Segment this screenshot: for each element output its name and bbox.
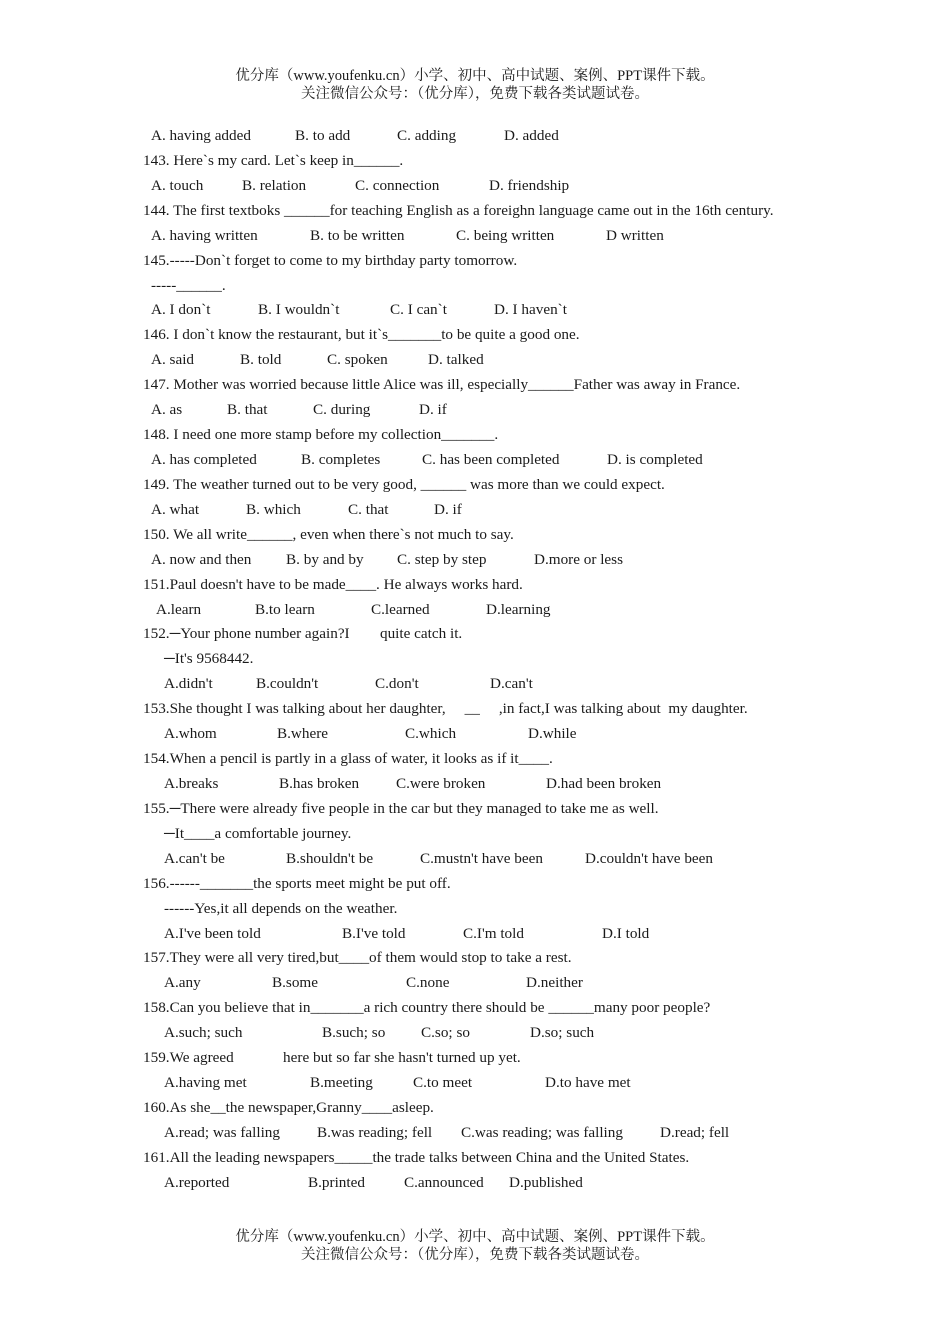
option-b: B.where — [277, 725, 329, 743]
option-d: D.read; fell — [660, 1123, 730, 1141]
option-a: A.read; was falling — [164, 1123, 280, 1141]
option-d: D. talked — [428, 351, 484, 369]
q161-stem: 161.All the leading newspapers_____the trade talks between China and the United States. — [143, 1148, 690, 1166]
q155-options — [143, 847, 807, 872]
option-a: A. touch — [151, 176, 204, 194]
option-d: D. added — [504, 127, 559, 144]
option-a: A.I've been told — [164, 924, 261, 942]
q156-reply: ------Yes,it all depends on the weather. — [164, 899, 398, 917]
option-a: A. what — [151, 500, 200, 518]
option-c: C. step by step — [397, 550, 487, 568]
option-c: C. spoken — [327, 351, 388, 369]
option-c: C.I'm told — [463, 924, 524, 942]
option-d: D. is completed — [607, 451, 703, 468]
header-line-2: 关注微信公众号：（优分库），免费下载各类试题试卷。 — [301, 86, 649, 102]
option-b: B. to be written — [310, 226, 405, 244]
q150-options — [143, 548, 807, 573]
option-b: B.couldn't — [256, 675, 319, 693]
q145-reply: -----______. — [151, 276, 226, 294]
q143-options — [143, 174, 807, 199]
option-d: D. I haven`t — [494, 301, 567, 319]
option-c: C.mustn't have been — [420, 849, 543, 867]
option-d: D written — [606, 226, 664, 244]
option-c: C. has been completed — [422, 451, 560, 468]
option-c: C. during — [313, 401, 371, 419]
question-list — [143, 124, 807, 1196]
option-c: C.to meet — [413, 1074, 473, 1092]
q147-options — [143, 398, 807, 423]
option-a: A.such; such — [164, 1024, 243, 1042]
q149-stem: 149. The weather turned out to be very good, ______ was more than we could expect. — [143, 475, 665, 493]
q159-stem: 159.We agreed here but so far she hasn't turned up yet. — [143, 1049, 521, 1067]
q155-stem: 155.─There were already five people in the car but they managed to take me as well. — [143, 799, 659, 817]
q156-options — [143, 922, 807, 947]
option-b: B.I've told — [342, 924, 406, 942]
option-a: A.didn't — [164, 675, 213, 693]
option-a: A.learn — [156, 600, 202, 618]
option-a: A. now and then — [151, 550, 252, 568]
q146-options — [143, 348, 807, 373]
option-d: D.to have met — [545, 1074, 631, 1092]
q150-stem: 150. We all write______, even when there`s not much to say. — [143, 525, 514, 543]
option-b: B.to learn — [255, 600, 315, 618]
footer-line-2: 关注微信公众号：（优分库），免费下载各类试题试卷。 — [301, 1247, 649, 1263]
q147-stem: 147. Mother was worried because little Alice was ill, especially______Father was away in France. — [143, 376, 741, 394]
q156-stem: 156.------_______the sports meet might be put off. — [143, 874, 451, 892]
option-d: D.learning — [486, 600, 551, 618]
header-line-1: 优分库（www.youfenku.cn）小学、初中、高中试题、案例、PPT课件下载。 — [235, 68, 715, 84]
q148-stem: 148. I need one more stamp before my collection_______. — [143, 426, 499, 444]
option-b: B. completes — [301, 451, 381, 468]
option-c: C. connection — [355, 176, 440, 194]
q158-stem: 158.Can you believe that in_______a rich country there should be ______many poor people? — [143, 999, 711, 1017]
q153-stem: 153.She thought I was talking about her daughter, __ ,in fact,I was talking about my daughter. — [143, 700, 748, 718]
q160-stem: 160.As she__the newspaper,Granny____asleep. — [143, 1098, 434, 1116]
q142-options — [143, 124, 807, 149]
q154-options — [143, 772, 807, 797]
q149-options — [143, 498, 807, 523]
option-b: B. to add — [295, 127, 351, 144]
option-c: C.was reading; was falling — [461, 1123, 623, 1141]
q152-stem: 152.─Your phone number again?I quite catch it. — [143, 625, 463, 643]
option-d: D.published — [509, 1173, 583, 1191]
q155-reply: ─It____a comfortable journey. — [164, 824, 352, 842]
option-b: B.meeting — [310, 1074, 373, 1092]
q160-options — [143, 1121, 807, 1146]
option-d: D.had been broken — [546, 774, 662, 792]
q143-stem: 143. Here`s my card. Let`s keep in______. — [143, 151, 404, 169]
option-a: A.breaks — [164, 774, 219, 792]
option-a: A.reported — [164, 1173, 230, 1191]
q151-options — [143, 598, 807, 623]
q158-options — [143, 1021, 807, 1046]
option-d: D.neither — [526, 974, 583, 992]
option-b: B. which — [246, 500, 301, 518]
option-a: A. said — [151, 351, 195, 369]
option-a: A. having written — [151, 226, 258, 244]
option-a: A.whom — [164, 725, 217, 743]
option-c: C.were broken — [396, 774, 486, 792]
q145-options — [143, 298, 807, 323]
page-footer — [0, 1228, 950, 1264]
option-c: C. that — [348, 500, 389, 518]
option-d: D.so; such — [530, 1024, 595, 1042]
option-c: C. I can`t — [390, 301, 447, 319]
option-d: D. if — [434, 500, 462, 518]
option-a: A. as — [151, 401, 183, 419]
q144-stem: 144. The first textboks ______for teaching English as a foreighn language came out in the 16th century. — [143, 201, 774, 219]
option-b: B. I wouldn`t — [258, 301, 340, 319]
option-d: D. if — [419, 401, 447, 419]
option-a: A. has completed — [151, 451, 257, 468]
option-a: A.any — [164, 974, 201, 992]
q151-stem: 151.Paul doesn't have to be made____. He always works hard. — [143, 575, 523, 593]
page-header — [0, 67, 950, 103]
option-a: A. I don`t — [151, 301, 211, 319]
q157-stem: 157.They were all very tired,but____of them would stop to take a rest. — [143, 949, 572, 967]
option-b: B.was reading; fell — [317, 1123, 433, 1141]
option-c: C.learned — [371, 600, 430, 618]
q157-options — [143, 971, 807, 996]
option-b: B. that — [227, 401, 268, 419]
q153-options — [143, 722, 807, 747]
q152-options — [143, 672, 807, 697]
option-d: D. friendship — [489, 176, 570, 194]
q159-options — [143, 1071, 807, 1096]
option-b: B.some — [272, 974, 318, 992]
option-b: B.has broken — [279, 774, 360, 792]
q154-stem: 154.When a pencil is partly in a glass of water, it looks as if it____. — [143, 750, 553, 768]
option-d: D.while — [528, 725, 577, 743]
option-d: D.I told — [602, 924, 650, 942]
option-b: B. relation — [242, 176, 307, 194]
option-b: B. by and by — [286, 550, 364, 568]
option-c: C.none — [406, 974, 450, 992]
option-c: C. adding — [397, 127, 457, 144]
option-b: B. told — [240, 351, 282, 369]
q152-reply: ─It's 9568442. — [164, 650, 254, 668]
q144-options — [143, 224, 807, 249]
option-b: B.printed — [308, 1173, 365, 1191]
footer-line-1: 优分库（www.youfenku.cn）小学、初中、高中试题、案例、PPT课件下载。 — [235, 1229, 715, 1245]
option-a: A. having added — [151, 127, 251, 144]
option-d: D.more or less — [534, 550, 623, 568]
q145-stem: 145.-----Don`t forget to come to my birthday party tomorrow. — [143, 251, 518, 269]
option-b: B.shouldn't be — [286, 849, 374, 867]
q146-stem: 146. I don`t know the restaurant, but it`s_______to be quite a good one. — [143, 326, 580, 344]
option-c: C.announced — [404, 1173, 484, 1191]
option-d: D.couldn't have been — [585, 849, 713, 867]
option-b: B.such; so — [322, 1024, 386, 1042]
option-a: A.having met — [164, 1074, 247, 1092]
q148-options — [143, 448, 807, 473]
option-c: C.which — [405, 725, 457, 743]
option-c: C.so; so — [421, 1024, 470, 1042]
option-a: A.can't be — [164, 849, 225, 867]
option-c: C. being written — [456, 226, 555, 244]
q161-options — [143, 1171, 807, 1196]
option-c: C.don't — [375, 675, 419, 693]
option-d: D.can't — [490, 675, 533, 693]
